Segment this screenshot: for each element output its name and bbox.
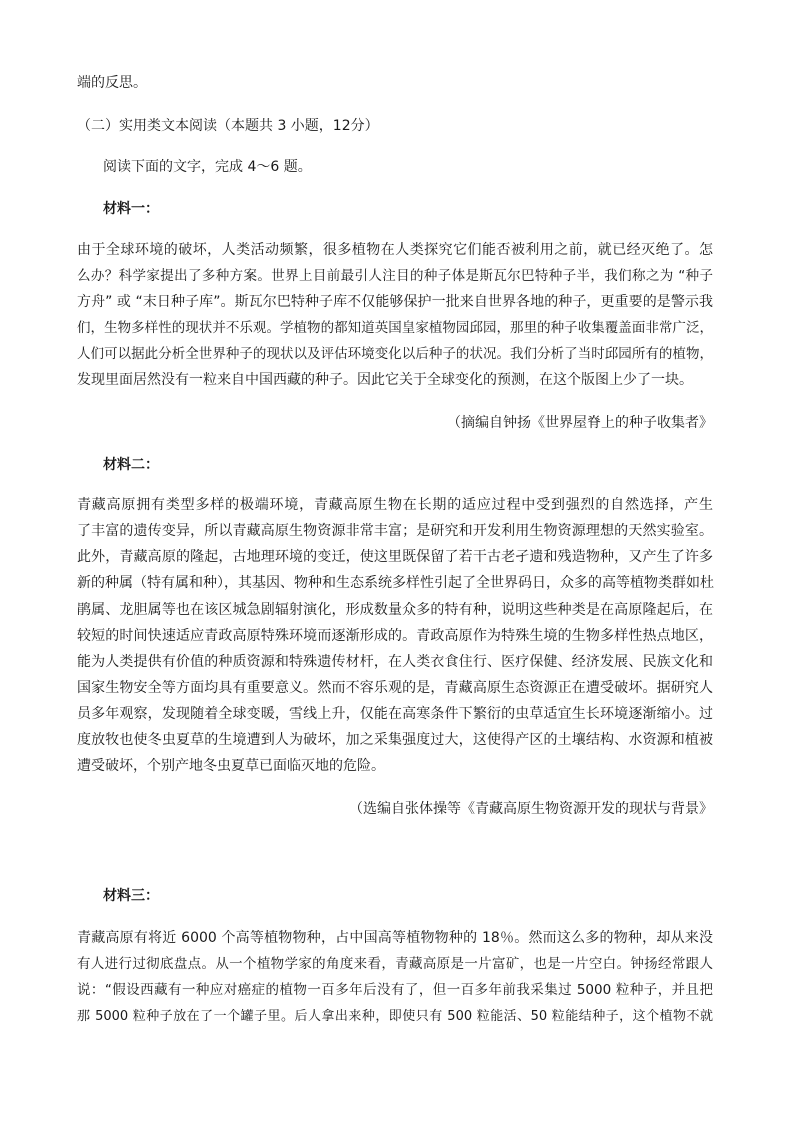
material3-line: 青藏高原有将近 6000 个高等植物物种，占中国高等植物物种的 18％。然而这么多的物种，却从来没: [77, 930, 713, 946]
material2-line: 较短的时间快速适应青政高原特殊环境而逐渐形成的。青政高原作为特殊生境的生物多样性热点地区，: [77, 628, 713, 644]
material2-line: 员多年观察，发现随着全球变暖，雪线上升，仅能在高寒条件下繁衍的虫草适宜生长环境逐渐缩小。过: [77, 706, 713, 722]
material2-line: 国家生物安全等方面均具有重要意义。然而不容乐观的是，青藏高原生态资源正在遭受破坏。据研究人: [77, 680, 713, 696]
material1-line: 人们可以据此分析全世界种子的现状以及评估环境变化以后种子的状况。我们分析了当时邱园所有的植物，: [77, 346, 713, 362]
material2-line: 新的种属（特有属和种），其基因、物种和生态系统多样性引起了全世界码日，众多的高等植物类群如杜: [77, 575, 714, 591]
material3-line: 那 5000 粒种子放在了一个罐子里。后人拿出来种，即使只有 500 粒能活、50 粒能结种子，这个植物不就: [77, 1009, 713, 1024]
material1-source: （摘编自钟扬《世界屋脊上的种子收集者》: [447, 415, 713, 431]
section-heading: （二）实用类文本阅读（本题共 3 小题，12分）: [77, 118, 379, 134]
material2-source: （选编自张体操等《青藏高原生物资源开发的现状与背景》: [349, 801, 713, 817]
material3-line: 有人进行过彻底盘点。从一个植物学家的角度来看，青藏高原是一片富矿，也是一片空白。钟扬经常跟人: [77, 956, 713, 972]
material1-label: 材料一：: [103, 201, 159, 217]
material1-line: 由于全球环境的破坏，人类活动频繁，很多植物在人类探究它们能否被利用之前，就已经灭绝了。怎: [77, 242, 713, 258]
material2-line: 遭受破坏，个别产地冬虫夏草已面临灭地的危险。: [77, 758, 385, 774]
material3-label: 材料三：: [103, 888, 159, 904]
material2-line: 能为人类提供有价值的种质资源和特殊遗传材杆，在人类衣食住行、医疗保健、经济发展、民族文化和: [77, 654, 713, 670]
material1-line: 么办？科学家提出了多种方案。世界上目前最引人注目的种子体是斯瓦尔巴特种子半，我们称之为 “种子: [77, 268, 713, 284]
material2-line: 此外，青藏高原的隆起，古地理环境的变迁，使这里既保留了若干古老孑遗和残造物种，又产生了许多: [77, 549, 713, 565]
material2-line: 度放牧也使冬虫夏草的生境遭到人为破坏，加之采集强度过大，这使得产区的土壤结构、水资源和植被: [77, 732, 713, 748]
material1-line: 发现里面居然没有一粒来自中国西藏的种子。因此它关于全球变化的预测，在这个版图上少了一块。: [77, 372, 693, 388]
material1-line: 们，生物多样性的现状并不乐观。学植物的都知道英国皇家植物园邱园，那里的种子收集覆盖面非常广泛，: [77, 320, 713, 336]
material3-line: 说：“假设西藏有一种应对癌症的植物一百多年后没有了，但一百多年前我采集过 5000 粒种子，并且把: [77, 982, 713, 998]
instruction-text: 阅读下面的文字，完成 4～6 题。: [103, 159, 312, 175]
material2-line: 鹃属、龙胆属等也在该区城急剧辐射演化，形成数量众多的特有种，说明这些种类是在高原隆起后，在: [77, 602, 713, 618]
material2-line: 了丰富的遗传变异，所以青藏高原生物资源非常丰富；是研究和开发利用生物资源理想的天然实验室。: [77, 523, 713, 539]
continuation-text: 端的反思。: [77, 75, 147, 91]
material2-label: 材料二：: [103, 457, 159, 473]
material1-line: 方舟” 或 “末日种子库”。斯瓦尔巴特种子库不仅能够保护一批来自世界各地的种子，更重要的是警示我: [77, 294, 713, 310]
material2-line: 青藏高原拥有类型多样的极端环境，青藏高原生物在长期的适应过程中受到强烈的自然选择，产生: [77, 497, 713, 513]
